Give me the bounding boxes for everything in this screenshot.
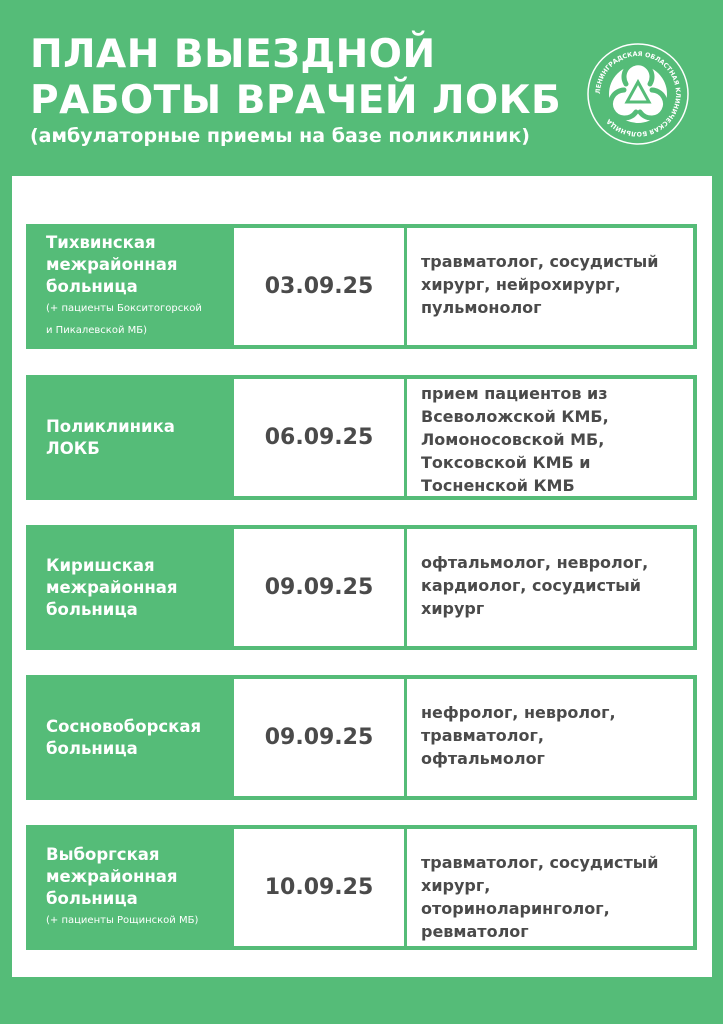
specialists-cell — [407, 829, 693, 946]
specialists-line: травматолог, сосудистый — [421, 252, 659, 271]
hospital-name-line: Сосновоборская — [46, 716, 202, 736]
hospital-note: и Пикалевской МБ) — [46, 324, 148, 336]
schedule-row-polyclinic — [26, 375, 697, 500]
title-line-2: РАБОТЫ ВРАЧЕЙ ЛОКБ — [30, 78, 562, 123]
hospital-note: (+ пациенты Рощинской МБ) — [46, 914, 199, 926]
hospital-name-cell — [26, 224, 234, 349]
specialists-line: хирург, — [421, 876, 491, 895]
specialists-line: травматолог, сосудистый — [421, 853, 659, 872]
schedule-row-sosnovy-bor — [26, 675, 697, 800]
hospital-name-line: Поликлиника — [46, 416, 175, 436]
specialists-cell — [407, 228, 693, 345]
hospital-name-cell — [26, 375, 234, 500]
hospital-name-line: Выборгская — [46, 844, 160, 864]
hospital-name-line: межрайонная — [46, 254, 178, 274]
hospital-name-line: ЛОКБ — [46, 438, 100, 458]
specialists-line: хирург — [421, 599, 485, 618]
hospital-name-line: межрайонная — [46, 866, 178, 886]
title-line-1: ПЛАН ВЫЕЗДНОЙ — [30, 32, 436, 77]
schedule-row-vyborg — [26, 825, 697, 950]
hospital-note: (+ пациенты Бокситогорской — [46, 302, 202, 314]
hospital-logo-icon — [586, 42, 690, 146]
visit-date: 03.09.25 — [234, 228, 404, 345]
hospital-name-cell — [26, 525, 234, 650]
logo-text: ЛЕНИНГРАДСКАЯ ОБЛАСТНАЯ КЛИНИЧЕСКАЯ БОЛЬНИЦА — [594, 50, 682, 138]
specialists-cell — [407, 529, 693, 646]
specialists-line: ревматолог — [421, 922, 529, 941]
hospital-name-line: Киришская — [46, 555, 155, 575]
specialists-line: хирург, нейрохирург, — [421, 275, 621, 294]
specialists-line: офтальмолог — [421, 749, 545, 768]
specialists-line: пульмонолог — [421, 298, 542, 317]
specialists-line: Тосненской КМБ — [421, 476, 575, 495]
hospital-name-cell — [26, 825, 234, 950]
hospital-name-line: межрайонная — [46, 577, 178, 597]
specialists-line: прием пациентов из — [421, 384, 608, 403]
schedule-row-tikhvin — [26, 224, 697, 349]
specialists-cell — [407, 379, 693, 496]
specialists-line: кардиолог, сосудистый — [421, 576, 641, 595]
specialists-line: травматолог, — [421, 726, 544, 745]
visit-date: 06.09.25 — [234, 379, 404, 496]
schedule-row-kirishi — [26, 525, 697, 650]
hospital-name-line: больница — [46, 276, 138, 296]
hospital-name-line: больница — [46, 738, 138, 758]
hospital-name-line: больница — [46, 599, 138, 619]
specialists-line: оториноларинголог, — [421, 899, 610, 918]
specialists-line: нефролог, невролог, — [421, 703, 616, 722]
specialists-line: офтальмолог, невролог, — [421, 553, 649, 572]
specialists-line: Всеволожской КМБ, — [421, 407, 609, 426]
specialists-line: Ломоносовской МБ, — [421, 430, 605, 449]
specialists-line: Токсовской КМБ и — [421, 453, 591, 472]
visit-date: 10.09.25 — [234, 829, 404, 946]
specialists-cell — [407, 679, 693, 796]
hospital-name-cell — [26, 675, 234, 800]
visit-date: 09.09.25 — [234, 679, 404, 796]
hospital-name-line: больница — [46, 888, 138, 908]
page-subtitle: (амбулаторные приемы на базе поликлиник) — [30, 125, 530, 147]
page-title — [30, 32, 561, 124]
hospital-name-line: Тихвинская — [46, 232, 156, 252]
visit-date: 09.09.25 — [234, 529, 404, 646]
